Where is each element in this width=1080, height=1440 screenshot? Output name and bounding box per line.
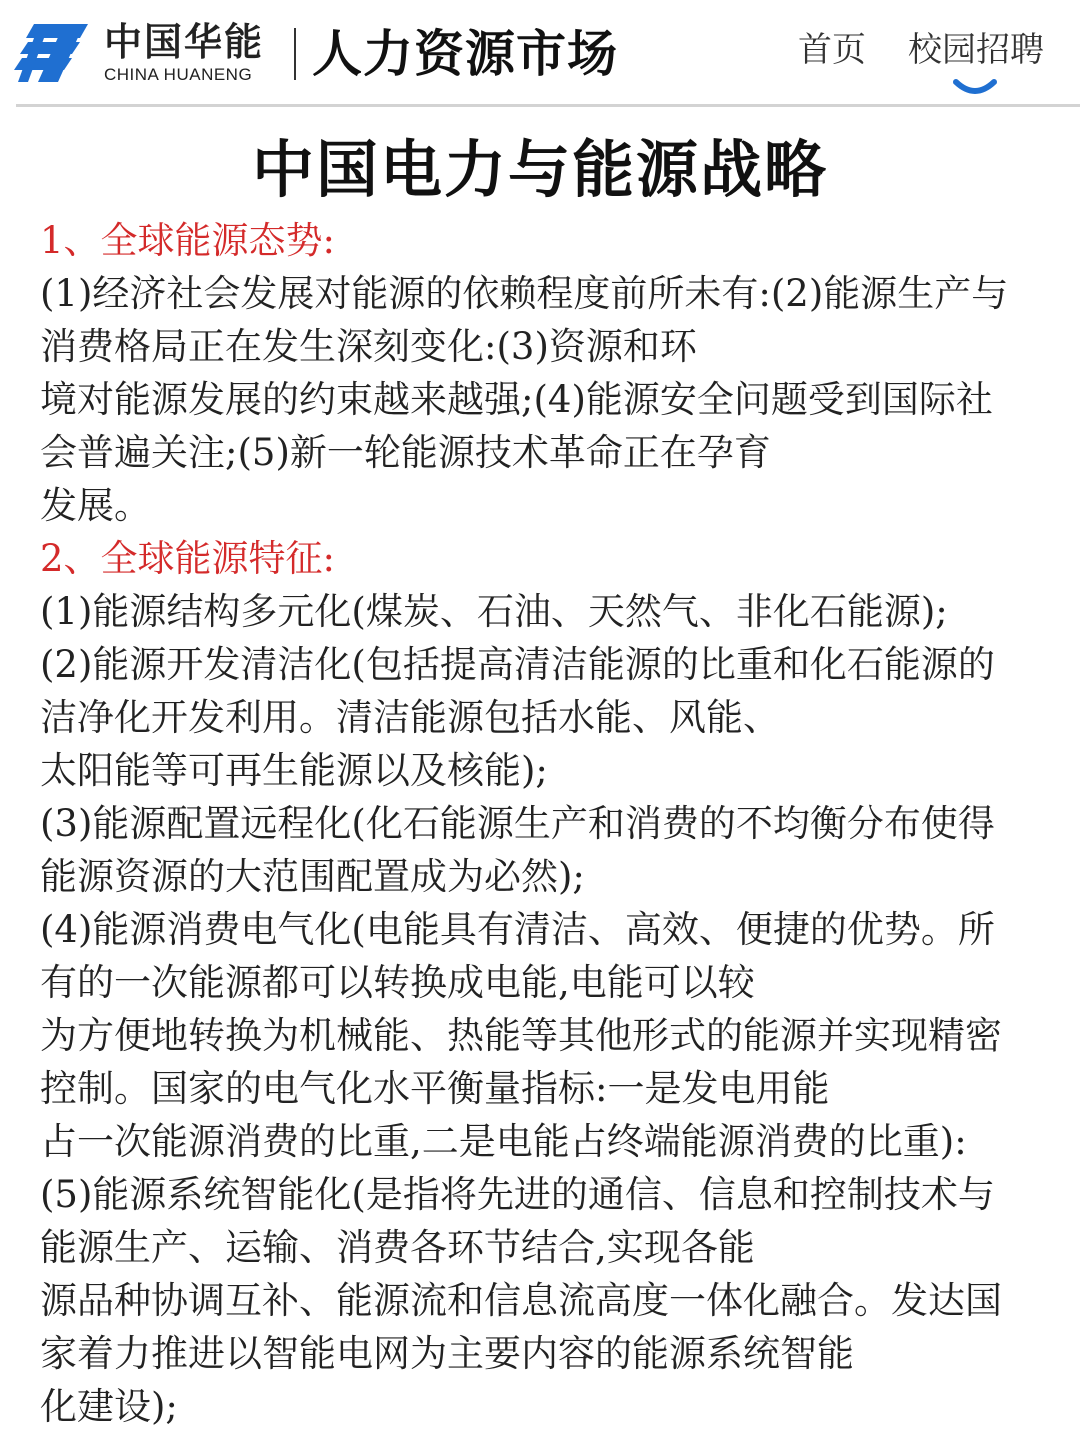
paragraph-line: 消费格局正在发生深刻变化:(3)资源和环 [40, 325, 697, 368]
paragraph-line: (5)能源系统智能化(是指将先进的通信、信息和控制技术与 [40, 1173, 995, 1216]
logo-chinese-name: 中国华能 [104, 20, 265, 64]
paragraph-line: 洁净化开发利用。清洁能源包括水能、风能、 [40, 696, 780, 739]
paragraph-line: 发展。 [40, 484, 151, 527]
paragraph-line: 源品种协调互补、能源流和信息流高度一体化融合。发达国 [40, 1279, 1002, 1322]
paragraph-line: 太阳能等可再生能源以及核能); [40, 749, 548, 792]
paragraph-line: (3)能源配置远程化(化石能源生产和消费的不均衡分布使得 [40, 802, 995, 845]
paragraph-line: 境对能源发展的约束越来越强;(4)能源安全问题受到国际社 [40, 378, 993, 421]
huaneng-logo-icon[interactable] [14, 24, 88, 82]
logo-english-name: CHINA HUANENG [104, 65, 253, 84]
paragraph-line: 能源生产、运输、消费各环节结合,实现各能 [40, 1226, 755, 1269]
section-heading: 2、全球能源特征: [40, 537, 336, 580]
paragraph-line: 控制。国家的电气化水平衡量指标:一是发电用能 [40, 1067, 830, 1110]
paragraph-line: 会普遍关注;(5)新一轮能源技术革命正在孕育 [40, 431, 771, 474]
site-title: 人力资源市场 [312, 25, 618, 83]
nav-campus-recruitment-link[interactable]: 校园招聘 [908, 30, 1044, 70]
paragraph-line: (1)能源结构多元化(煤炭、石油、天然气、非化石能源); [40, 590, 948, 633]
paragraph-line: 家着力推进以智能电网为主要内容的能源系统智能 [40, 1332, 854, 1375]
logo-divider [294, 28, 296, 80]
paragraph-line: (2)能源开发清洁化(包括提高清洁能源的比重和化石能源的 [40, 643, 995, 686]
header-divider [16, 104, 1080, 107]
paragraph-line: (4)能源消费电气化(电能具有清洁、高效、便捷的优势。所 [40, 908, 995, 951]
article-title: 中国电力与能源战略 [251, 133, 828, 206]
paragraph-line: 有的一次能源都可以转换成电能,电能可以较 [40, 961, 755, 1004]
paragraph-line: 占一次能源消费的比重,二是电能占终端能源消费的比重): [40, 1120, 967, 1163]
paragraph-line: (1)经济社会发展对能源的依赖程度前所未有:(2)能源生产与 [40, 272, 1009, 315]
article-body [40, 214, 1040, 1433]
paragraph-line: 化建设); [40, 1385, 178, 1428]
section-heading: 1、全球能源态势: [40, 219, 336, 262]
nav-home-link[interactable]: 首页 [798, 30, 866, 70]
paragraph-line: 能源资源的大范围配置成为必然); [40, 855, 585, 898]
site-header [0, 0, 1080, 108]
active-tab-indicator-icon [952, 78, 998, 98]
paragraph-line: 为方便地转换为机械能、热能等其他形式的能源并实现精密 [40, 1014, 1002, 1057]
